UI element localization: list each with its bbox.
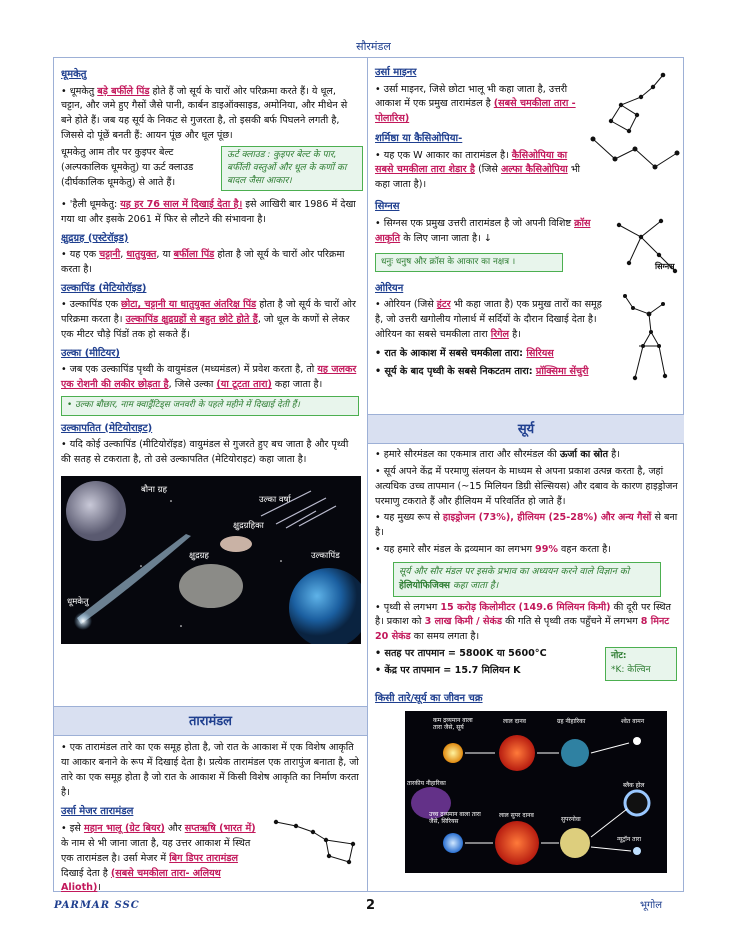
ursa-minor-paragraph: • उर्सा माइनर, जिसे छोटा भालू भी कहा जाता है, उत्तरी आकाश में एक प्रमुख तारामंडल है (सबसे चमकीला तारा - पोलारिस) [375,83,576,125]
heliophysics-note: सूर्य और सौर मंडल पर इसके प्रभाव का अध्ययन करने वाले विज्ञान को हेलियोफिजिक्स कहा जाता है। [393,562,661,597]
comet-label: धूमकेतु [67,597,89,608]
dwarf-planet-label: बौना ग्रह [141,485,167,496]
meteorite-heading: उल्कापतित (मेटियोराइट) [61,422,153,434]
cassiopeia-diagram [589,131,681,183]
constellation-band: तारामंडल [54,706,367,736]
cygnus-diagram-label: सिग्नस [655,261,675,271]
life-label-red-giant: लाल दानव [503,717,527,725]
life-label-white-dwarf: श्वेत वामन [621,717,645,725]
ursa-major-heading: उर्सा मेजर तारामंडल [61,806,134,818]
meteor-paragraph: • जब एक उल्कापिंड पृथ्वी के वायुमंडल (मध्यमंडल) में प्रवेश करता है, तो यह जलकर एक रोशनी की लकीर छोड़ता है, जिसे उल्का (या टूटता तारा) कहा जाता है। [61,364,357,391]
ursa-minor-diagram [593,69,679,135]
sun-para-1: • हमारे सौरमंडल का एकमात्र तारा और सौरमंडल की ऊर्जा का स्रोत है। [375,449,620,460]
meteoroid-paragraph: • उल्कापिंड एक छोटा, चट्टानी या धातुयुक्त अंतरिक्ष पिंड होता है जो सूर्य के चारों ओर परिक्रमा करता है। उल्कापिंड क्षुद्रग्रहों से बहुत छोटे होते हैं, जो धूल के कणों से लेकर एक मीटर चौड़े पिंडों तक हो सकते हैं। [61,299,356,341]
meteoroid-earth-label: उल्कापिंड [311,551,340,562]
life-label-low-mass: कम द्रव्यमान वाला तारा जैसे, सूर्य [433,716,473,731]
surface-temperature: • सतह पर तापमान = 5800K या 5600°C [375,648,547,660]
page-frame [53,57,684,892]
kelvin-note: नोट: *K: केल्विन [605,647,677,681]
sun-para-4: • यह हमारे सौर मंडल के द्रव्यमान का लगभग 99% वहन करता है। [375,544,611,556]
meteor-shower-note: • उल्का बौछार, नाम क्वाड्रैंटिड्स जनवरी के पहले महीने में दिखाई देती हैं। [61,396,359,416]
sun-para-3: • यह मुख्य रूप से हाइड्रोजन (73%), हीलियम (25-28%) और अन्य गैसों से बना है। [375,512,678,539]
ursa-major-paragraph: • इसे महान भालू (ग्रेट बियर) और सप्तऋषि (भारत में) के नाम से भी जाना जाता है, यह उत्तर आकाश में स्थित एक तारामंडल है। उर्सा मेजर में बिग डिपर तारामंडल दिखाई देता है (सबसे चमकीला तारा- अलियथ Alioth)। [61,822,256,894]
core-temperature: • केंद्र पर तापमान = 15.7 मिलियन K [375,664,521,676]
page-number: 2 [366,898,376,913]
constellation-paragraph: • एक तारामंडल तारे का एक समूह होता है, जो रात के आकाश में एक विशेष आकृति या आकार बनाने के रूप में दिखाई देता है। प्रत्येक तारामंडल एक तारापुंज बनाता है, जो तारे का एक समूह होता है जो रात के आकाश में किसी विशेष आकृति का निर्माण करता है। [61,742,359,798]
orion-diagram [615,292,679,384]
sun-section [375,448,679,873]
life-label-planetary-nebula: ग्रह नीहारिका [557,717,586,725]
asteroid-heading: क्षुद्रग्रह (एस्टेरॉइड) [61,232,129,244]
cygnus-heading: सिग्नस [375,201,400,213]
comet-paragraph: • धूमकेतु बड़े बर्फीले पिंड होते हैं जो सूर्य के चारों ओर परिक्रमा करते हैं। ये धूल, चट्टान, और जमे हुए गैसों जैसे पानी, कार्बन डाइऑक्साइड, अमोनिया, और मीथेन से बने होते हैं। जब यह सूर्य के निकट से गुजरता है, तो इसकी बर्फ पिघलने लगती है, जिससे दो पूंछें बनती हैं: आयन पूंछ और धूल पूंछ। [61,85,348,142]
left-column [54,58,367,644]
halley-paragraph: • 'हैली धूमकेतु: यह हर 76 साल में दिखाई देता है। इसे आखिरी बार 1986 में देखा गया था और इसके 2061 में फिर से लौटने की संभावना है। [61,198,356,225]
comet-heading: धूमकेतु [61,69,87,80]
ursa-major-diagram [271,814,363,876]
ursa-minor-heading: उर्सा माइनर [375,67,417,78]
brightest-star-line: • रात के आकाश में सबसे चमकीला तारा: सिरियस [375,347,554,359]
meteorite-paragraph: • यदि कोई उल्कापिंड (मीटियोरॉइड) वायुमंडल से गुजरते हुए बच जाता है और पृथ्वी की सतह से टकराता है, तो उसे उल्कापतित (मेटियोराइट) कहा जाता है। [61,439,349,466]
cygnus-note: धनुः धनुष और क्रॉस के आकार का नक्षत्र । [375,253,563,273]
life-label-neutron-star: न्यूट्रॉन तारा [617,835,642,843]
right-column [368,58,684,381]
asteroid-label: क्षुद्रग्रह [189,551,209,562]
meteoroid-heading: उल्कापिंड (मेटियोरॉइड) [61,282,147,294]
asteroid-paragraph: • यह एक चट्टानी, धातुयुक्त, या बर्फीला पिंड होता है जो सूर्य के चारों ओर परिक्रमा करता है। [61,249,345,276]
constellation-section [61,741,361,898]
life-label-red-supergiant: लाल सुपर दानव [499,811,534,819]
page-header: सौरमंडल [356,40,391,53]
life-cycle-heading: किसी तारे/सूर्य का जीवन चक्र [375,693,483,705]
footer-brand: PARMAR SSC [54,900,140,911]
comet-row [61,146,359,198]
meteoroid-label: क्षुद्रग्रहिका [233,521,264,532]
cassiopeia-heading: शर्मिष्ठा या कैसिओपिया- [375,133,463,145]
meteor-shower-label: उल्का वर्षा [259,495,291,506]
sun-para-5: • पृथ्वी से लगभग 15 करोड़ किलोमीटर (149.6 मिलियन किमी) की दूरी पर स्थित है। प्रकाश को 3 लाख किमी / सेकंड की गति से पृथ्वी तक पहुँचने में लगभग 8 मिनट 20 सेकंड का समय लगता है। [375,601,672,643]
cygnus-paragraph: • सिग्नस एक प्रमुख उत्तरी तारामंडल है जो अपनी विशिष्ट क्रॉस आकृति के लिए जाना जाता है। ↓ [375,217,591,244]
orion-paragraph: • ओरियन (जिसे हंटर भी कहा जाता है) एक प्रमुख तारों का समूह है, जो उत्तरी खगोलीय गोलार्ध में सर्दियों के दौरान दिखाई देता है। ओरियन का सबसे चमकीला तारा रिगेल है। [375,299,602,340]
page-footer [0,896,747,916]
cassiopeia-paragraph: • यह एक W आकार का तारामंडल है। कैसिओपिया का सबसे चमकीला तारा शेडार है (जिसे अल्फा कैसिओपिया भी कहा जाता है)। [375,149,581,191]
star-life-cycle-image [405,711,667,873]
space-objects-image [61,476,361,644]
life-label-black-hole: ब्लैक होल [623,781,645,789]
sun-band: सूर्य [368,414,684,444]
orion-heading: ओरियन [375,282,404,294]
footer-subject: भूगोल [640,900,663,911]
star-life-cycle-illustration [405,711,667,873]
comet-origin-text: धूमकेतु आम तौर पर कुइपर बेल्ट (अल्पकालिक धूमकेतु) या ऊर्ट क्लाउड (दीर्घकालिक धूमकेतु) से आते हैं। [61,146,194,188]
meteor-heading: उल्का (मीटियर) [61,347,120,359]
life-label-stellar-nebula: तारकीय नीहारिका [407,779,446,787]
life-label-high-mass: उच्च द्रव्यमान वाला तारा जैसे, सिरियस [429,810,481,825]
life-label-supernova: सुपरनोवा [561,815,581,823]
sun-para-2: • सूर्य अपने केंद्र में परमाणु संलयन के माध्यम से अपना प्रकाश उत्पन्न करता है, जहां अत्यधिक उच्च तापमान (~15 मिलियन डिग्री सेल्सियस) और दबाव के कारण हाइड्रोजन परमाणु टकराते हैं और हीलियम में परिवर्तित हो जाते हैं। [375,465,678,507]
nearest-star-line: • सूर्य के बाद पृथ्वी के सबसे निकटतम तारा: प्रॉक्सिमा सेंचुरी [375,365,589,377]
oort-cloud-note: ऊर्ट क्लाउड : कुइपर बेल्ट के पार, बर्फीली वस्तुओं और धूल के कणों का बादल जैसा आकार। [221,146,363,191]
